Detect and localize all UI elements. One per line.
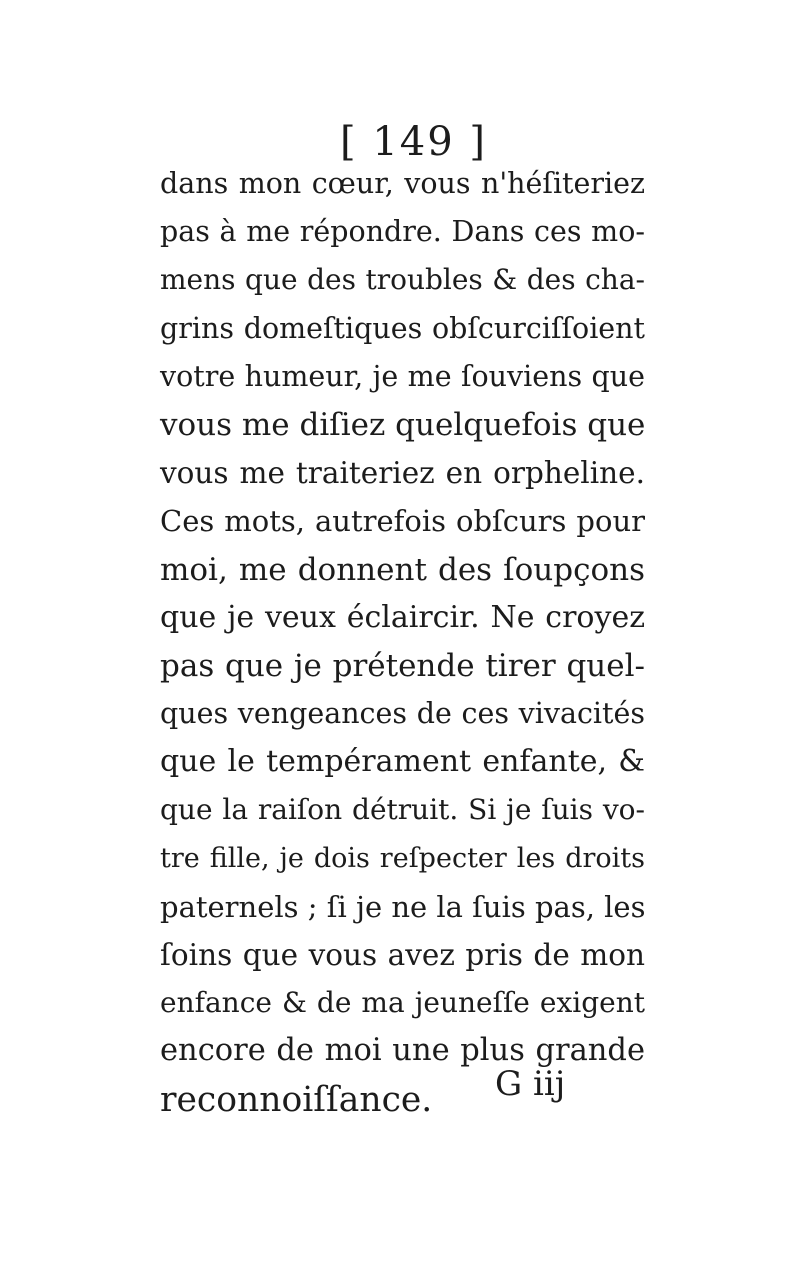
text-line: grins domeſtiques obſcurciſſoient (160, 311, 645, 345)
text-line: paternels ; ſi je ne la ſuis pas, les (160, 889, 646, 924)
text-line: reconnoiſſance. (160, 1079, 433, 1120)
text-line: que je veux éclaircir. Ne croyez (160, 599, 645, 635)
text-line: pas que je prétende tirer quel- (160, 647, 645, 684)
body-text (160, 160, 645, 1124)
text-line: encore de moi une plus grande (160, 1033, 645, 1069)
text-line: enfance & de ma jeuneſſe exigent (160, 986, 645, 1020)
text-line: que le tempérament enfante, & (160, 744, 645, 780)
text-line: ſoins que vous avez pris de mon (160, 938, 645, 972)
text-line: que la raiſon détruit. Si je ſuis vo- (160, 793, 645, 827)
text-line: moi, me donnent des ſoupçons (160, 551, 645, 588)
text-line: vous me traiteriez en orpheline. (160, 456, 645, 491)
text-line: ques vengeances de ces vivacités (160, 697, 645, 731)
text-line: mens que des troubles & des cha- (160, 263, 645, 297)
text-line: votre humeur, je me ſouviens que (160, 359, 645, 393)
signature-mark: G iij (495, 1064, 566, 1104)
text-line: Ces mots, autrefois obſcurs pour (160, 504, 645, 539)
text-line: pas à me répondre. Dans ces mo- (160, 215, 645, 249)
text-line: dans mon cœur, vous n'héſiteriez (160, 167, 645, 200)
page-number: [ 149 ] (340, 119, 487, 165)
text-line: vous me diſiez quelquefois que (160, 406, 646, 443)
text-line: tre fille, je dois reſpecter les droits (160, 842, 645, 874)
